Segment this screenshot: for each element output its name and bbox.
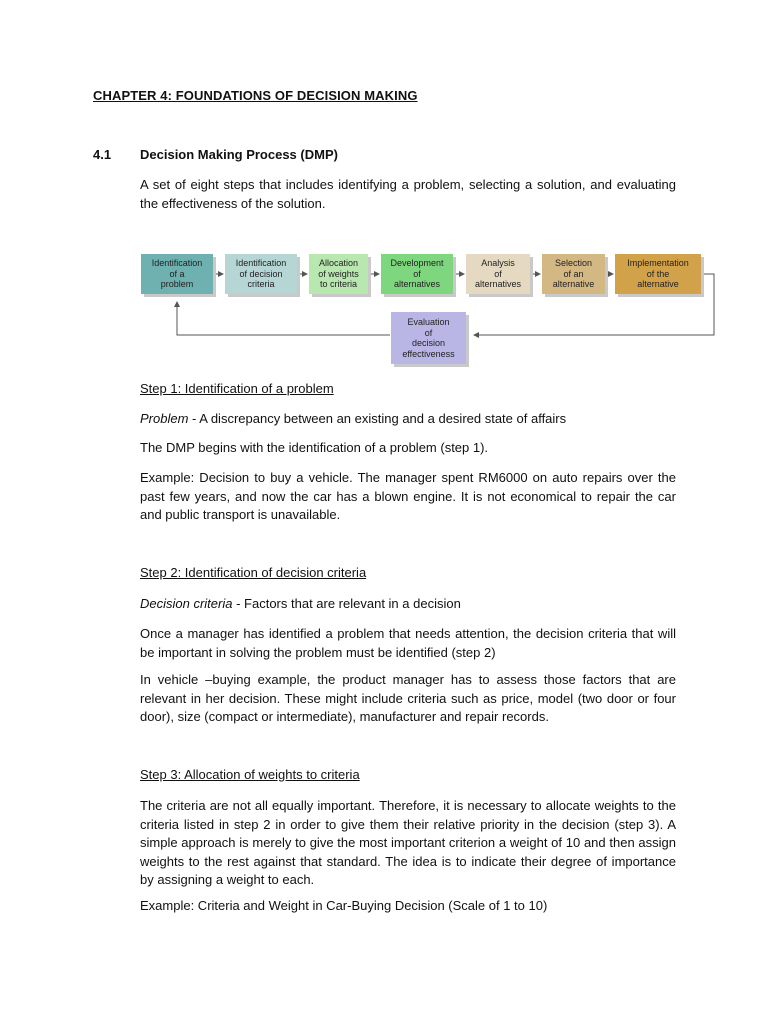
step-box-analysis-of-alternatives: Analysis of alternatives	[466, 254, 530, 294]
chapter-title: CHAPTER 4: FOUNDATIONS OF DECISION MAKING	[93, 88, 418, 103]
step2-text: Once a manager has identified a problem that needs attention, the decision criteria that will be important in solving the problem must be identified (step 2)	[140, 626, 676, 660]
step1-term: Problem	[140, 411, 189, 426]
dmp-flow-diagram	[136, 248, 726, 370]
step2-definition-text: - Factors that are relevant in a decision	[232, 596, 461, 611]
arrow-to-problem	[177, 302, 390, 335]
step3-heading: Step 3: Allocation of weights to criteria	[140, 767, 360, 782]
step1-heading: Step 1: Identification of a problem	[140, 381, 334, 396]
step-box-identification-of-criteria: Identification of decision criteria	[225, 254, 297, 294]
section-number: 4.1	[93, 147, 112, 162]
step1-definition	[140, 410, 676, 429]
step2-example: In vehicle –buying example, the product manager has to assess those factors that are relevant in her decision. These might include criteria such as price, model (two door or four door), size (compact or intermediate), manufacturer and repair records.	[140, 672, 676, 724]
step-box-evaluation-of-effectiveness: Evaluation of decision effectiveness	[391, 312, 466, 364]
step2-definition	[140, 595, 676, 614]
step1-text: The DMP begins with the identification of a problem (step 1).	[140, 440, 489, 455]
step1-example: Example: Decision to buy a vehicle. The manager spent RM6000 on auto repairs over the past few years, and now the car has a blown engine. It is not economical to repair the car and public transport is unavailable.	[140, 470, 676, 522]
step-box-allocation-of-weights: Allocation of weights to criteria	[309, 254, 368, 294]
step-box-development-of-alternatives: Development of alternatives	[381, 254, 453, 294]
intro-paragraph: A set of eight steps that includes identifying a problem, selecting a solution, and evaluating the effectiveness of the solution.	[140, 177, 676, 211]
step1-definition-text: - A discrepancy between an existing and a desired state of affairs	[188, 411, 567, 426]
step2-heading: Step 2: Identification of decision criteria	[140, 565, 367, 580]
step-box-implementation-of-alternative: Implementation of the alternative	[615, 254, 701, 294]
step3-text: The criteria are not all equally important. Therefore, it is necessary to allocate weights to the criteria listed in step 2 in order to give them their relative priority in the decision (step 3). A simple approach is merely to give the most important criterion a weight of 10 and then assign weights to the rest against that standard. The idea is to indicate their degree of importance by assigning a weight to each.	[140, 798, 676, 887]
step-box-selection-of-alternative: Selection of an alternative	[542, 254, 605, 294]
step-box-identification-of-problem: Identification of a problem	[141, 254, 213, 294]
step3-example: Example: Criteria and Weight in Car-Buying Decision (Scale of 1 to 10)	[140, 898, 548, 913]
step2-term: Decision criteria	[140, 596, 233, 611]
section-title: Decision Making Process (DMP)	[140, 147, 338, 162]
